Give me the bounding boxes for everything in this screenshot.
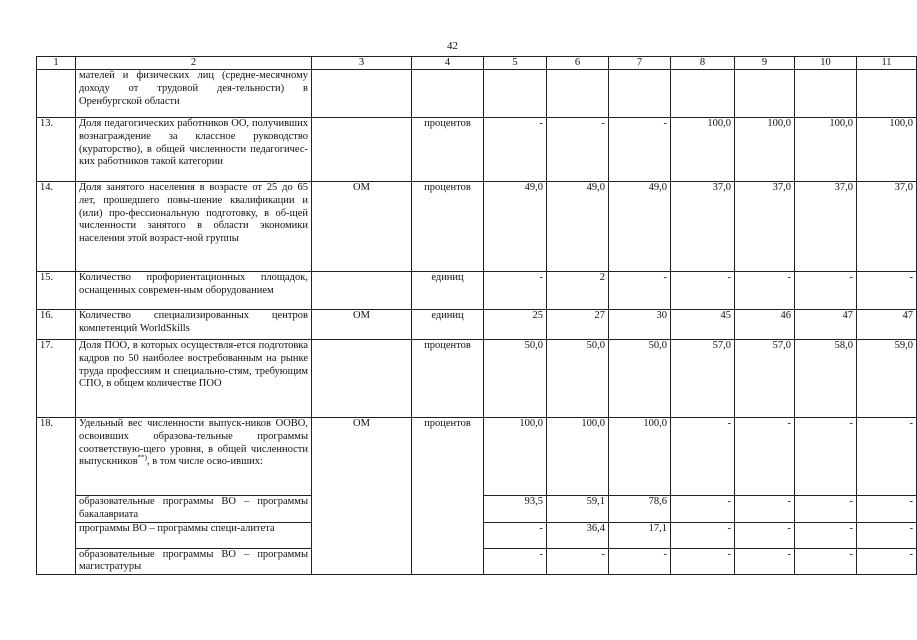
- unit-cell: процентов: [412, 118, 484, 182]
- value-cell: 49,0: [484, 182, 547, 272]
- row-number: 18.: [37, 418, 76, 575]
- value-cell: 45: [671, 310, 735, 340]
- value-cell: 50,0: [547, 340, 609, 418]
- description-text: Удельный вес численности выпуск-ников ООВО, освоивших образова-тельные программы соответствую-щего уровня, в общей численности выпускников: [79, 418, 308, 468]
- indicator-description: [76, 340, 312, 418]
- row-number: [37, 70, 76, 118]
- description-text: мателей и физических лиц (средне-месячному доходу от трудовой дея-тельности) в Оренбургской области: [79, 70, 308, 107]
- column-header: 8: [671, 57, 735, 70]
- page-number: 42: [447, 40, 458, 52]
- value-cell: 37,0: [671, 182, 735, 272]
- source-cell: [312, 70, 412, 118]
- value-cell: 49,0: [547, 182, 609, 272]
- column-header: 7: [609, 57, 671, 70]
- value-cell: 78,6: [609, 496, 671, 523]
- indicator-description: [76, 310, 312, 340]
- row-number: 15.: [37, 272, 76, 310]
- value-cell: -: [609, 272, 671, 310]
- column-header: 5: [484, 57, 547, 70]
- value-cell: 36,4: [547, 522, 609, 548]
- table-row: [37, 418, 917, 496]
- unit-cell: единиц: [412, 310, 484, 340]
- value-cell: -: [857, 496, 917, 523]
- description-text: Доля педагогических работников ОО, получивших вознаграждение за классное руководство (кураторство), в общей численности педагогичес-ких работников такой категории: [79, 118, 308, 168]
- value-cell: 59,1: [547, 496, 609, 523]
- value-cell: 46: [735, 310, 795, 340]
- value-cell: -: [547, 548, 609, 575]
- indicator-description: [76, 272, 312, 310]
- column-header: 2: [76, 57, 312, 70]
- source-cell: ОМ: [312, 310, 412, 340]
- value-cell: 25: [484, 310, 547, 340]
- value-cell: [484, 70, 547, 118]
- value-cell: 100,0: [735, 118, 795, 182]
- value-cell: 37,0: [857, 182, 917, 272]
- value-cell: [547, 70, 609, 118]
- value-cell: [795, 70, 857, 118]
- value-cell: 57,0: [671, 340, 735, 418]
- table-row: [37, 182, 917, 272]
- value-cell: 100,0: [857, 118, 917, 182]
- row-number: 16.: [37, 310, 76, 340]
- value-cell: -: [857, 548, 917, 575]
- source-cell: [312, 118, 412, 182]
- description-tail: , в том числе осво-ивших:: [147, 456, 263, 468]
- value-cell: [671, 70, 735, 118]
- value-cell: [609, 70, 671, 118]
- value-cell: 100,0: [671, 118, 735, 182]
- row-number: 17.: [37, 340, 76, 418]
- value-cell: 17,1: [609, 522, 671, 548]
- table-row: [37, 118, 917, 182]
- value-cell: -: [671, 496, 735, 523]
- value-cell: [857, 70, 917, 118]
- value-cell: -: [735, 548, 795, 575]
- source-cell: [312, 340, 412, 418]
- indicator-description: [76, 182, 312, 272]
- value-cell: 37,0: [735, 182, 795, 272]
- value-cell: -: [484, 548, 547, 575]
- unit-cell: процентов: [412, 182, 484, 272]
- value-cell: -: [671, 272, 735, 310]
- value-cell: -: [857, 272, 917, 310]
- value-cell: -: [735, 272, 795, 310]
- indicator-description: [76, 70, 312, 118]
- value-cell: 100,0: [609, 418, 671, 496]
- value-cell: -: [795, 548, 857, 575]
- value-cell: 49,0: [609, 182, 671, 272]
- column-header: 10: [795, 57, 857, 70]
- value-cell: 47: [795, 310, 857, 340]
- value-cell: -: [484, 118, 547, 182]
- value-cell: -: [484, 522, 547, 548]
- subrow-description: программы ВО – программы специ-алитета: [76, 522, 312, 548]
- value-cell: -: [609, 548, 671, 575]
- row-number: 14.: [37, 182, 76, 272]
- description-text: Количество специализированных центров компетенций WorldSkills: [79, 310, 308, 334]
- value-cell: -: [735, 496, 795, 523]
- column-header: 1: [37, 57, 76, 70]
- row-number: 13.: [37, 118, 76, 182]
- value-cell: 58,0: [795, 340, 857, 418]
- source-cell: [312, 272, 412, 310]
- value-cell: -: [671, 418, 735, 496]
- source-cell: ОМ: [312, 418, 412, 575]
- value-cell: 50,0: [484, 340, 547, 418]
- value-cell: -: [795, 272, 857, 310]
- value-cell: -: [671, 522, 735, 548]
- value-cell: 100,0: [795, 118, 857, 182]
- unit-cell: процентов: [412, 418, 484, 575]
- description-text: Количество профориентационных площадок, оснащенных современ-ным оборудованием: [79, 272, 308, 296]
- description-text: Доля занятого населения в возрасте от 25 до 65 лет, прошедшего повы-шение квалификации и (или) про-фессиональную подготовку, в об-щей численности занятого в области экономики населения этой возраст-ной группы: [79, 182, 308, 245]
- value-cell: 50,0: [609, 340, 671, 418]
- value-cell: -: [795, 418, 857, 496]
- indicator-description: [76, 418, 312, 496]
- unit-cell: процентов: [412, 340, 484, 418]
- source-cell: ОМ: [312, 182, 412, 272]
- value-cell: 2: [547, 272, 609, 310]
- value-cell: 59,0: [857, 340, 917, 418]
- value-cell: [735, 70, 795, 118]
- value-cell: 30: [609, 310, 671, 340]
- column-header: 11: [857, 57, 917, 70]
- value-cell: 93,5: [484, 496, 547, 523]
- value-cell: 27: [547, 310, 609, 340]
- table-row: [37, 310, 917, 340]
- value-cell: -: [735, 418, 795, 496]
- subrow-description: образовательные программы ВО – программы бакалавриата: [76, 496, 312, 523]
- column-header: 4: [412, 57, 484, 70]
- value-cell: 47: [857, 310, 917, 340]
- value-cell: -: [795, 522, 857, 548]
- value-cell: -: [795, 496, 857, 523]
- description-text: Доля ПОО, в которых осуществля-ется подготовка кадров по 50 наиболее востребованным на рынке труда профессиям и специально-стям, требующим СПО, в общем количестве ПОО: [79, 340, 308, 390]
- value-cell: -: [609, 118, 671, 182]
- value-cell: -: [671, 548, 735, 575]
- column-number-row: [37, 57, 917, 70]
- unit-cell: [412, 70, 484, 118]
- value-cell: 100,0: [547, 418, 609, 496]
- indicator-description: [76, 118, 312, 182]
- column-header: 9: [735, 57, 795, 70]
- indicators-table: [36, 56, 917, 575]
- value-cell: -: [547, 118, 609, 182]
- unit-cell: единиц: [412, 272, 484, 310]
- value-cell: -: [484, 272, 547, 310]
- column-header: 6: [547, 57, 609, 70]
- value-cell: 57,0: [735, 340, 795, 418]
- value-cell: -: [735, 522, 795, 548]
- column-header: 3: [312, 57, 412, 70]
- subrow-description: образовательные программы ВО – программы магистратуры: [76, 548, 312, 575]
- value-cell: 100,0: [484, 418, 547, 496]
- value-cell: -: [857, 522, 917, 548]
- table-row: [37, 70, 917, 118]
- value-cell: 37,0: [795, 182, 857, 272]
- footnote-mark: **): [137, 453, 148, 462]
- value-cell: -: [857, 418, 917, 496]
- table-row: [37, 340, 917, 418]
- table-row: [37, 272, 917, 310]
